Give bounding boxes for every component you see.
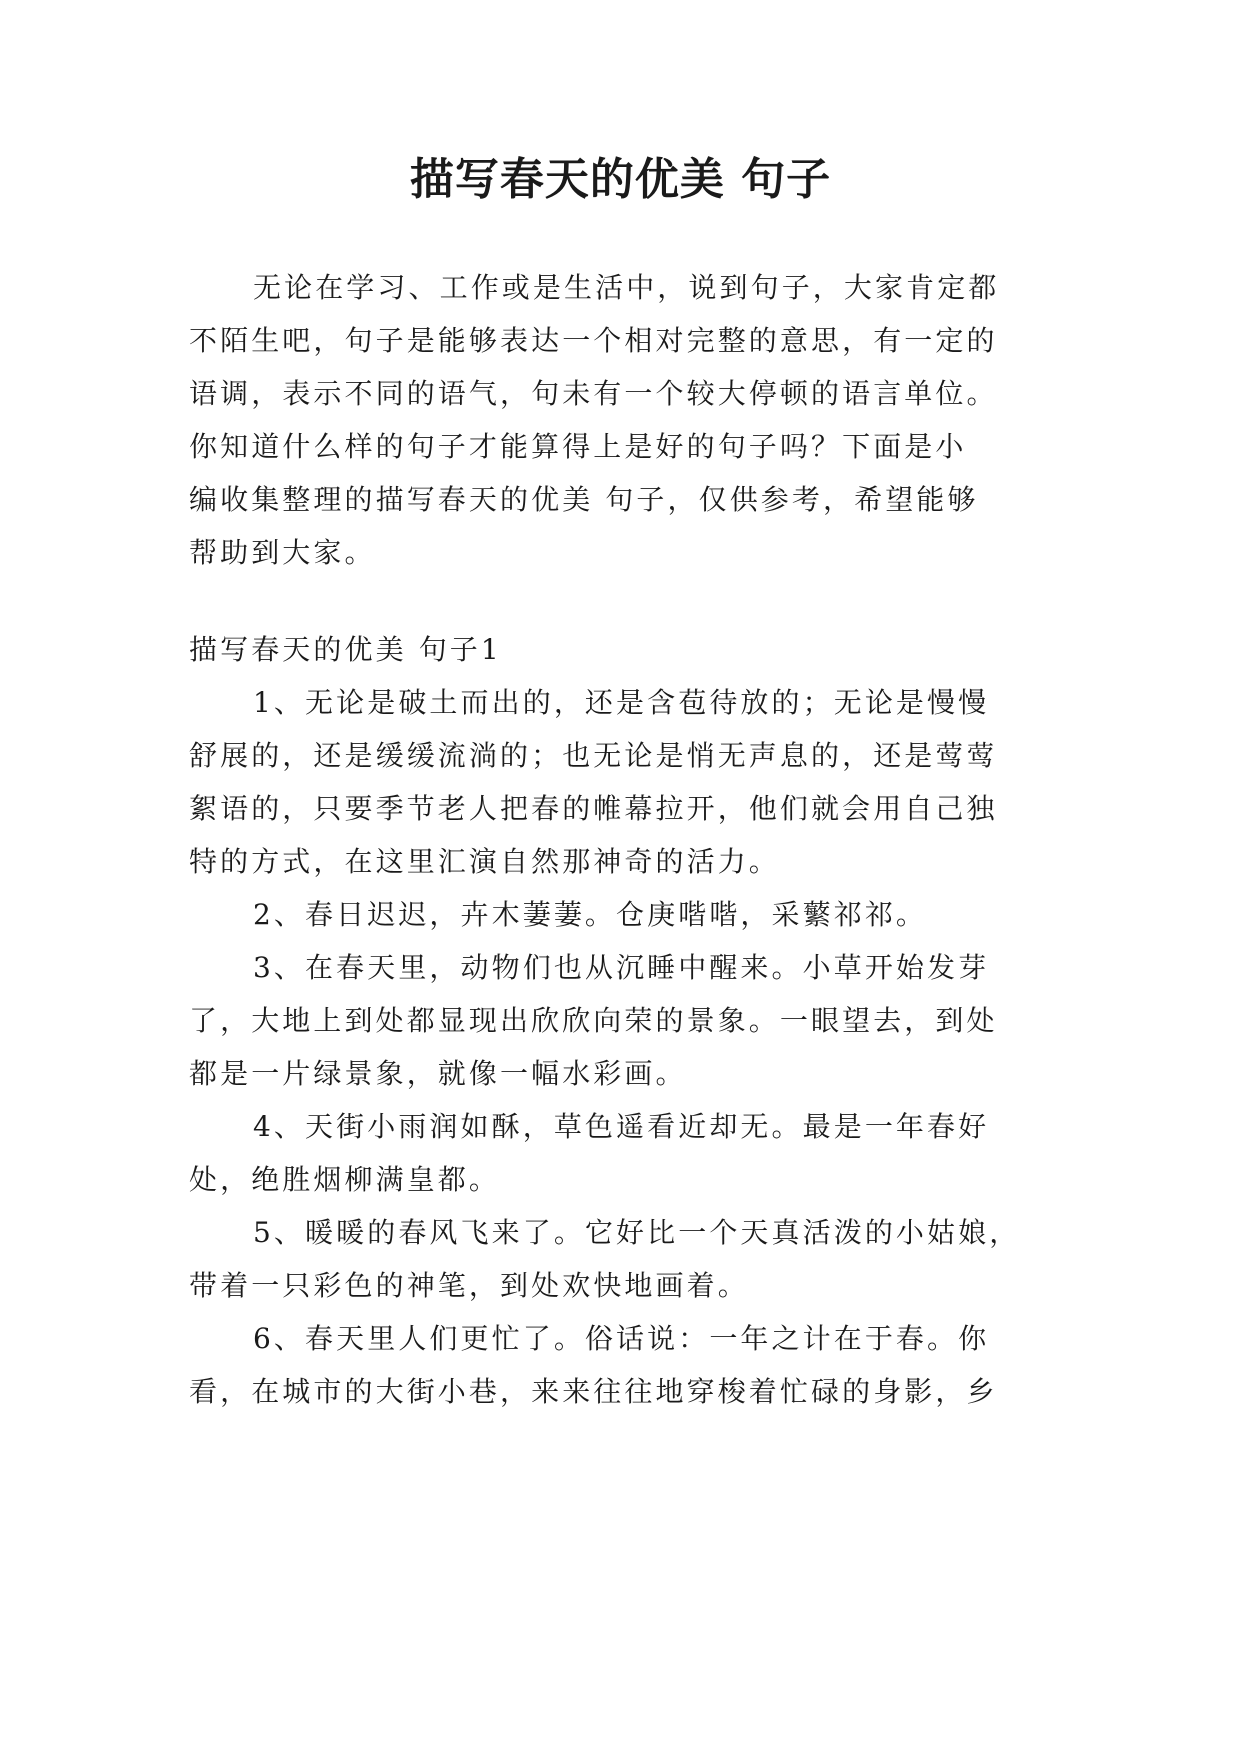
item-line: 3、在春天里，动物们也从沉睡中醒来。小草开始发芽 [253, 951, 990, 984]
item-line: 处，绝胜烟柳满皇都。 [189, 1163, 501, 1196]
intro-line: 你知道什么样的句子才能算得上是好的句子吗？下面是小 [189, 430, 967, 463]
item-line: 都是一片绿景象，就像一幅水彩画。 [189, 1057, 687, 1090]
section-heading: 描写春天的优美 句子1 [189, 633, 502, 666]
intro-line: 无论在学习、工作或是生活中，说到句子，大家肯定都 [253, 271, 1000, 304]
item-line: 舒展的，还是缓缓流淌的；也无论是悄无声息的，还是莺莺 [189, 739, 998, 772]
item-line: 1、无论是破土而出的，还是含苞待放的；无论是慢慢 [253, 686, 990, 719]
item-line: 6、春天里人们更忙了。俗话说：一年之计在于春。你 [253, 1322, 990, 1355]
item-line: 5、暖暖的春风飞来了。它好比一个天真活泼的小姑娘， [253, 1216, 1021, 1249]
intro-line: 帮助到大家。 [189, 536, 376, 569]
item-line: 特的方式，在这里汇演自然那神奇的活力。 [189, 845, 780, 878]
intro-line: 语调，表示不同的语气，句未有一个较大停顿的语言单位。 [189, 377, 998, 410]
item-line: 絮语的，只要季节老人把春的帷幕拉开，他们就会用自己独 [189, 792, 998, 825]
page-title: 描写春天的优美 句子 [409, 154, 832, 205]
intro-line: 不陌生吧，句子是能够表达一个相对完整的意思，有一定的 [189, 324, 998, 357]
item-line: 4、天街小雨润如酥，草色遥看近却无。最是一年春好 [253, 1110, 990, 1143]
intro-line: 编收集整理的描写春天的优美 句子，仅供参考，希望能够 [189, 483, 979, 516]
item-line: 了，大地上到处都显现出欣欣向荣的景象。一眼望去，到处 [189, 1004, 998, 1037]
item-line: 看，在城市的大街小巷，来来往往地穿梭着忙碌的身影，乡 [189, 1375, 998, 1408]
item-line: 2、春日迟迟，卉木萋萋。仓庚喈喈，采蘩祁祁。 [253, 898, 928, 931]
item-line: 带着一只彩色的神笔，到处欢快地画着。 [189, 1269, 749, 1302]
